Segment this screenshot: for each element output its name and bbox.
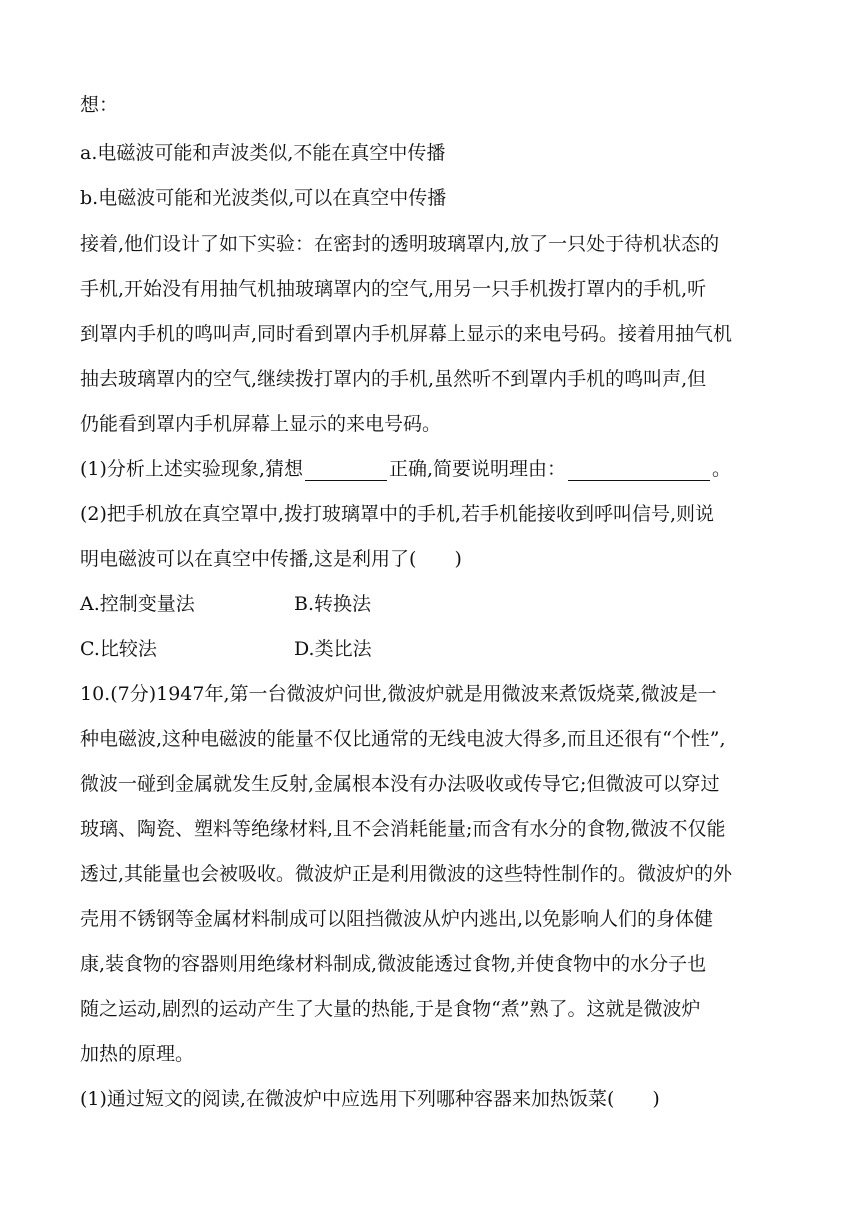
problem-10-line: 透过,其能量也会被吸收。微波炉正是利用微波的这些特性制作的。微波炉的外 bbox=[80, 863, 733, 885]
question-1-middle: 正确,简要说明理由： bbox=[388, 458, 567, 480]
option-b: B.转换法 bbox=[294, 593, 372, 615]
option-a: A.控制变量法 bbox=[80, 593, 195, 615]
answer-blank-hypothesis[interactable] bbox=[305, 458, 387, 481]
text-line: 想： bbox=[80, 94, 119, 116]
problem-10-line: 10.(7分)1947年,第一台微波炉问世,微波炉就是用微波来煮饭烧菜,微波是一 bbox=[80, 683, 717, 705]
text-line: 接着,他们设计了如下实验：在密封的透明玻璃罩内,放了一只处于待机状态的 bbox=[80, 233, 720, 255]
question-1 bbox=[80, 454, 731, 481]
problem-10-question-1: (1)通过短文的阅读,在微波炉中应选用下列哪种容器来加热饭菜( ) bbox=[80, 1088, 660, 1110]
hypothesis-a: a.电磁波可能和声波类似,不能在真空中传播 bbox=[80, 142, 446, 164]
question-1-end: 。 bbox=[712, 458, 732, 480]
problem-10-line: 微波一碰到金属就发生反射,金属根本没有办法吸收或传导它;但微波可以穿过 bbox=[80, 773, 720, 795]
option-row bbox=[80, 589, 195, 616]
problem-10-line: 随之运动,剧烈的运动产生了大量的热能,于是食物“煮”熟了。这就是微波炉 bbox=[80, 998, 701, 1020]
question-2-line-1: (2)把手机放在真空罩中,拨打玻璃罩中的手机,若手机能接收到呼叫信号,则说 bbox=[80, 503, 715, 525]
problem-10-line: 种电磁波,这种电磁波的能量不仅比通常的无线电波大得多,而且还很有“个性”, bbox=[80, 728, 726, 750]
hypothesis-b: b.电磁波可能和光波类似,可以在真空中传播 bbox=[80, 187, 447, 209]
option-d: D.类比法 bbox=[294, 638, 372, 660]
question-2-line-2: 明电磁波可以在真空中传播,这是利用了( ) bbox=[80, 548, 462, 570]
question-1-prefix: (1)分析上述实验现象,猜想 bbox=[80, 458, 303, 480]
problem-10-line: 壳用不锈钢等金属材料制成可以阻挡微波从炉内逃出,以免影响人们的身体健 bbox=[80, 908, 714, 930]
text-line: 手机,开始没有用抽气机抽玻璃罩内的空气,用另一只手机拨打罩内的手机,听 bbox=[80, 278, 707, 300]
text-line: 抽去玻璃罩内的空气,继续拨打罩内的手机,虽然听不到罩内手机的鸣叫声,但 bbox=[80, 368, 707, 390]
problem-10-line: 玻璃、陶瓷、塑料等绝缘材料,且不会消耗能量;而含有水分的食物,微波不仅能 bbox=[80, 818, 726, 840]
problem-10-line: 康,装食物的容器则用绝缘材料制成,微波能透过食物,并使食物中的水分子也 bbox=[80, 953, 707, 975]
option-row bbox=[80, 634, 157, 661]
text-line: 仍能看到罩内手机屏幕上显示的来电号码。 bbox=[80, 413, 442, 435]
answer-blank-reason[interactable] bbox=[568, 458, 710, 481]
option-c: C.比较法 bbox=[80, 638, 157, 660]
problem-10-line: 加热的原理。 bbox=[80, 1043, 195, 1065]
text-line: 到罩内手机的鸣叫声,同时看到罩内手机屏幕上显示的来电号码。接着用抽气机 bbox=[80, 323, 733, 345]
